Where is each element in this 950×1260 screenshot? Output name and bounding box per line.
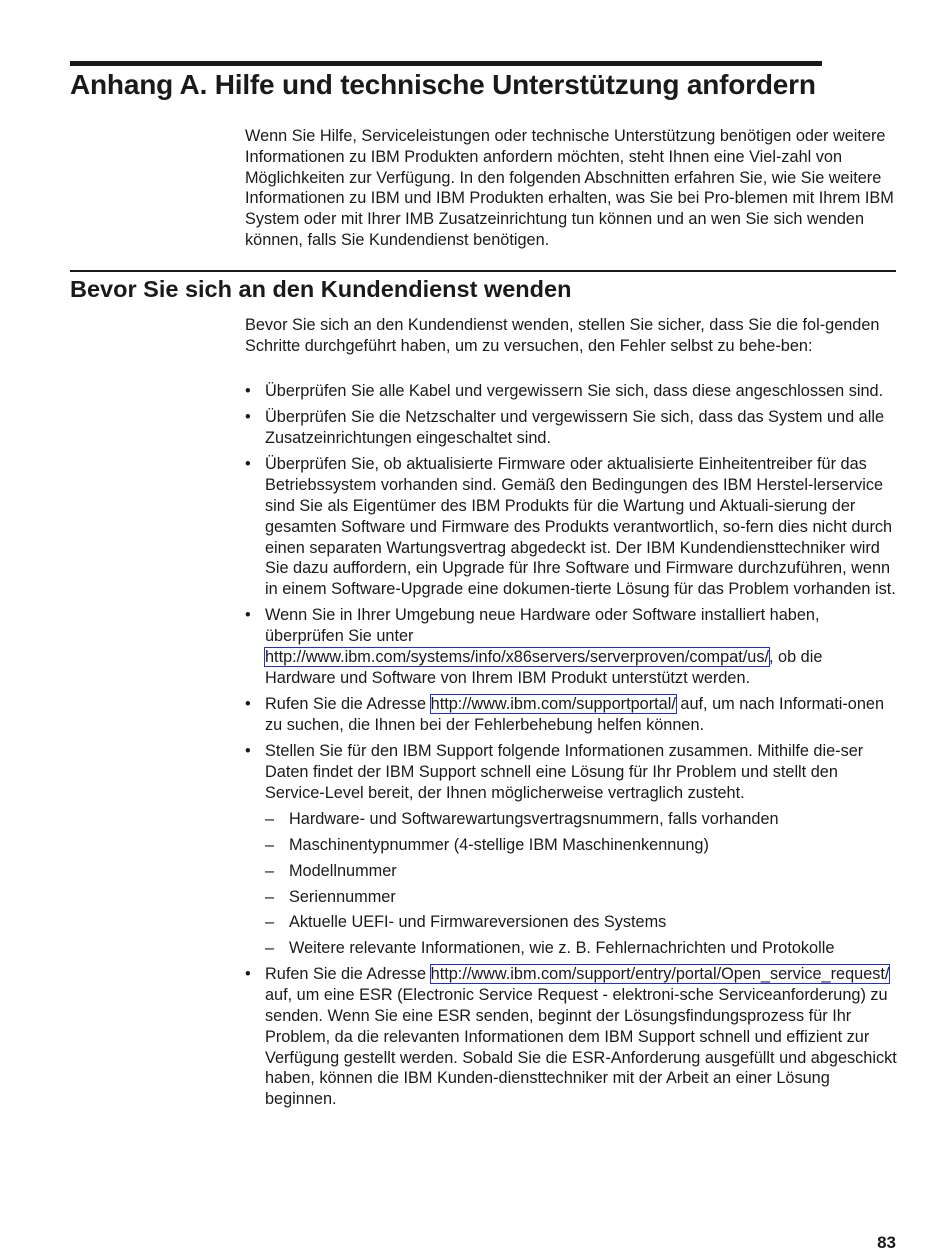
list-item-text: Überprüfen Sie die Netzschalter und vergewissern Sie sich, dass das System und alle Zusatzeinrichtungen eingeschaltet sind. bbox=[265, 408, 884, 448]
list-item-text: , ob die Hardware und Software von Ihrem IBM Produkt unterstützt werden. bbox=[265, 648, 823, 687]
list-item bbox=[245, 694, 897, 736]
sub-list-item: – Maschinentypnummer (4-stellige IBM Maschinenkennung) bbox=[265, 835, 897, 856]
sub-list-item: – Aktuelle UEFI- und Firmwareversionen des Systems bbox=[265, 912, 897, 933]
list-item bbox=[245, 964, 897, 1110]
supportportal-link[interactable]: http://www.ibm.com/supportportal/ bbox=[430, 695, 676, 714]
list-item bbox=[245, 407, 897, 449]
list-item bbox=[245, 454, 897, 600]
sub-list-item: – Hardware- und Softwarewartungsvertragsnummern, falls vorhanden bbox=[265, 809, 897, 830]
list-item-text: Rufen Sie die Adresse bbox=[265, 965, 431, 984]
list-item-text: Stellen Sie für den IBM Support folgende Informationen zusammen. Mithilfe die-ser Daten findet der IBM Support schnell eine Lösung für Ihr Problem und stellt den Service-Level bereit, der Ihnen möglicherweise vertraglich zusteht. bbox=[265, 742, 864, 802]
sub-list-item: – Modellnummer bbox=[265, 861, 897, 882]
list-item-text: Überprüfen Sie alle Kabel und vergewissern Sie sich, dass diese angeschlossen sind. bbox=[265, 382, 884, 400]
checklist bbox=[245, 381, 897, 1116]
support-info-list bbox=[265, 809, 897, 959]
list-item-text: auf, um eine ESR (Electronic Service Request - elektroni-sche Serviceanforderung) zu senden. Wenn Sie eine ESR senden, beginnt der Lösungsfindungsprozess für Ihr Problem, da die relevanten Informationen dem IBM Support schnell und effizient zur Verfügung gestellt werden. Sobald Sie die ESR-Anforderung ausgefüllt und abgeschickt haben, können die IBM Kunden-diensttechniker mit der Arbeit an einer Lösung beginnen. bbox=[265, 986, 897, 1109]
page-number: 83 bbox=[877, 1233, 896, 1252]
list-item bbox=[245, 741, 897, 959]
section-rule bbox=[70, 270, 896, 272]
list-item bbox=[245, 381, 897, 402]
list-item-text: Rufen Sie die Adresse bbox=[265, 695, 431, 714]
section-lead: Bevor Sie sich an den Kundendienst wenden, stellen Sie sicher, dass Sie die fol-genden Schritte durchgeführt haben, um zu versuchen, den Fehler selbst zu behe-ben: bbox=[245, 316, 880, 355]
list-item bbox=[245, 605, 897, 688]
chapter-title: Anhang A. Hilfe und technische Unterstützung anfordern bbox=[70, 69, 816, 100]
list-item-text: Überprüfen Sie, ob aktualisierte Firmware oder aktualisierte Einheitentreiber für das Betriebssystem vorhanden sind. Gemäß den Bedingungen des IBM Herstel-lerservice sind Sie als Eigentümer des IBM Produkts für die Wartung und Aktuali-sierung der gesamten Software und Firmware des Produkts verantwortlich, so-fern dies nicht durch einen separaten Wartungsvertrag abgedeckt ist. Der IBM Kundendiensttechniker wird Sie dazu auffordern, ein Upgrade für Ihre Software und Firmware durchzuführen, wenn in einem Software-Upgrade eine dokumen-tierte Lösung für das Problem vorhanden ist. bbox=[265, 455, 896, 599]
section-title: Bevor Sie sich an den Kundendienst wenden bbox=[70, 276, 572, 302]
service-request-link[interactable]: http://www.ibm.com/support/entry/portal/Open_service_request/ bbox=[430, 965, 890, 984]
chapter-intro: Wenn Sie Hilfe, Serviceleistungen oder technische Unterstützung benötigen oder weitere Informationen zu IBM Produkten anfordern möchten, steht Ihnen eine Viel-zahl von Möglichkeiten zur Verfügung. In den folgenden Abschnitten erfahren Sie, wie Sie weitere Informationen zu IBM und IBM Produkten erhalten, was Sie bei Pro-blemen mit Ihrem IBM System oder mit Ihrer IMB Zusatzeinrichtung tun können und an wen Sie sich wenden können, falls Sie Kundendienst benötigen. bbox=[245, 127, 894, 249]
serverproven-link[interactable]: http://www.ibm.com/systems/info/x86servers/serverproven/compat/us/ bbox=[265, 648, 769, 667]
sub-list-item: – Seriennummer bbox=[265, 887, 897, 908]
list-item-text: auf, um nach Informati-onen zu suchen, die Ihnen bei der Fehlerbehebung helfen können. bbox=[265, 695, 885, 734]
list-item-text: Wenn Sie in Ihrer Umgebung neue Hardware oder Software installiert haben, überprüfen Sie unter bbox=[265, 606, 820, 646]
sub-list-item: – Weitere relevante Informationen, wie z. B. Fehlernachrichten und Protokolle bbox=[265, 938, 897, 959]
